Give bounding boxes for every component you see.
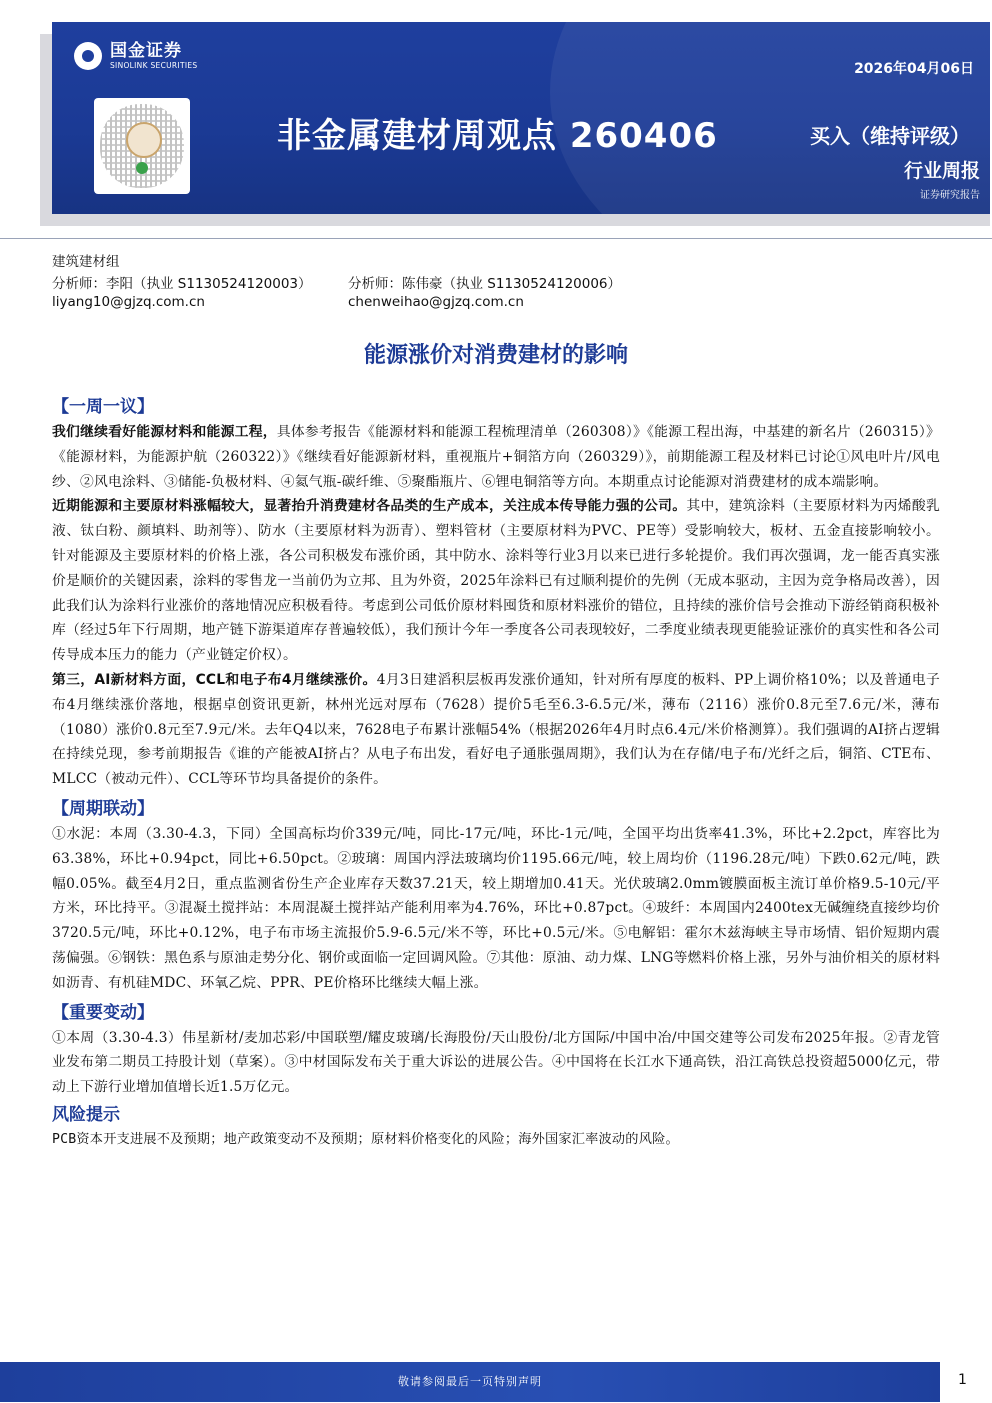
paragraph-1-text: 具体参考报告《能源材料和能源工程梳理清单（260308）》《能源工程出海，中基建的新名片（260315）》《能源材料，为能源护航（260322）》《继续看好能源新材料，重视瓶片+铜箔方向（260329）》，前期能源工程及材料已讨论①风电叶片/风电纱、②风电涂料、③储能-负极材料、④氦气瓶-碳纤维、⑤聚酯瓶片、⑥锂电铜箔等方向。本期重点讨论能源对消费建材的成本端影响。 — [52, 424, 941, 490]
qr-code-icon — [94, 98, 190, 194]
header-banner — [52, 22, 990, 214]
paragraph-3 — [52, 668, 940, 792]
paragraph-1-lead: 我们继续看好能源材料和能源工程， — [52, 424, 277, 440]
qr-wechat-icon — [136, 162, 148, 174]
analyst-1-email[interactable]: liyang10@gjzq.com.cn — [52, 294, 205, 310]
logo-mark-icon — [74, 42, 102, 70]
paragraph-3-text: 4月3日建滔积层板再发涨价通知，针对所有厚度的板料、PP上调价格10%；以及普通电子布4月继续涨价落地，根据卓创资讯更新，林州光远对厚布（7628）提价5毛至6.3-6.5元/米，薄布（2116）涨价0.8元至7.6元/米，薄布（1080）涨价0.8元至7.9元/米。去年Q4以来，7628电子布累计涨幅54%（根据2026年4月时点6.4元/米价格测算）。我们强调的AI挤占逻辑在持续兑现，参考前期报告《谁的产能被AI挤占？从电子布出发，看好电子通胀强周期》，我们认为在存储/电子布/光纤之后，铜箔、CTE布、MLCC（被动元件）、CCL等环节均具备提价的条件。 — [52, 671, 941, 788]
analyst-2-line: 分析师：陈伟豪（执业 S1130524120006） — [348, 276, 622, 292]
company-logo — [74, 42, 197, 70]
report-date: 2026年04月06日 — [854, 61, 974, 77]
rating-label: 买入（维持评级） — [810, 124, 970, 148]
report-body — [52, 394, 940, 1152]
section-major-changes: 【重要变动】 — [52, 1002, 154, 1023]
paragraph-2 — [52, 494, 940, 668]
report-subtype: 证券研究报告 — [920, 190, 980, 201]
section-risk-warning: 风险提示 — [52, 1104, 120, 1125]
page-number: 1 — [958, 1372, 967, 1388]
paragraph-1 — [52, 420, 940, 494]
report-title: 非金属建材周观点 260406 — [277, 116, 718, 156]
paragraph-3-lead: 第三，AI新材料方面，CCL和电子布4月继续涨价。 — [52, 671, 377, 688]
analyst-1-line: 分析师：李阳（执业 S1130524120003） — [52, 276, 312, 292]
logo-name-cn: 国金证券 — [110, 41, 182, 61]
section-weekly-discussion: 【一周一议】 — [52, 397, 154, 417]
qr-center-logo-icon — [126, 122, 162, 158]
paragraph-2-lead: 近期能源和主要原材料涨幅较大，显著抬升消费建材各品类的生产成本，关注成本传导能力强的公司。 — [52, 498, 687, 515]
paragraph-4: ①水泥：本周（3.30-4.3，下同）全国高标均价339元/吨，同比-17元/吨，环比-1元/吨，全国平均出货率41.3%，环比+2.2pct，库容比为63.38%，环比+0.94pct，同比+6.50pct。②玻璃：周国内浮法玻璃均价1195.66元/吨，较上周均价（1196.28元/吨）下跌0.62元/吨，跌幅0.05%。截至4月2日，重点监测省份生产企业库存天数37.21天，较上期增加0.41天。光伏玻璃2.0mm镀膜面板主流订单价格9.5-10元/平方米，环比持平。③混凝土搅拌站：本周混凝土搅拌站产能利用率为4.76%，环比+0.87pct。④玻纤：本周国内2400tex无碱缠绕直接纱均价3720.5元/吨，环比+0.12%，电子布市场主流报价5.9-6.5元/米不等，环比+0.5元/米。⑤电解铝：霍尔木兹海峡主导市场情、铝价短期内震荡偏强。⑥钢铁：黑色系与原油走势分化、钢价或面临一定回调风险。⑦其他：原油、动力煤、LNG等燃料价格上涨，另外与油价相关的原材料如沥青、有机硅MDC、环氧乙烷、PPR、PE价格环比继续大幅上涨。 — [52, 825, 940, 991]
paragraph-5: ①本周（3.30-4.3）伟星新材/麦加芯彩/中国联塑/耀皮玻璃/长海股份/天山股份/北方国际/中国中冶/中国交建等公司发布2025年报。②青龙管业发布第二期员工持股计划（草案）。③中材国际发布关于重大诉讼的进展公告。④中国将在长江水下通高铁，沿江高铁总投资超5000亿元，带动上下游行业增加值增长近1.5万亿元。 — [52, 1029, 940, 1096]
paragraph-2-text: 其中，建筑涂料（主要原材料为丙烯酸乳液、钛白粉、颜填料、助剂等）、防水（主要原材料为沥青）、塑料管材（主要原材料为PVC、PE等）受影响较大，板材、五金直接影响较小。针对能源及主要原材料的价格上涨，各公司积极发布涨价函，其中防水、涂料等行业3月以来已进行多轮提价。我们再次强调，龙一能否真实涨价是顺价的关键因素，涂料的零售龙一当前仍为立邦、且为外资，2025年涂料已有过顺利提价的先例（无成本驱动，主因为竞争格局改善），因此我们认为涂料行业涨价的落地情况应积极看待。考虑到公司低价原材料囤货和原材料涨价的错位，且持续的涨价信号会推动下游经销商积极补库（经过5年下行周期，地产链下游渠道库存普遍较低），我们预计今年一季度各公司表现较好，二季度业绩表现更能验证涨价的真实性和各公司传导成本压力的能力（产业链定价权）。 — [52, 498, 940, 664]
header-divider — [0, 238, 992, 239]
document-title: 能源涨价对消费建材的影响 — [363, 343, 628, 368]
logo-name-en: SINOLINK SECURITIES — [110, 61, 198, 70]
section-cycle-linkage: 【周期联动】 — [52, 798, 154, 819]
analyst-2-email[interactable]: chenweihao@gjzq.com.cn — [348, 294, 524, 310]
report-type: 行业周报 — [903, 160, 980, 182]
footer-bar — [0, 1362, 940, 1402]
team-name: 建筑建材组 — [52, 254, 120, 270]
footer-notice: 敬请参阅最后一页特别声明 — [398, 1375, 542, 1388]
paragraph-6: PCB资本开支进展不及预期；地产政策变动不及预期；原材料价格变化的风险；海外国家汇率波动的风险。 — [52, 1131, 679, 1147]
